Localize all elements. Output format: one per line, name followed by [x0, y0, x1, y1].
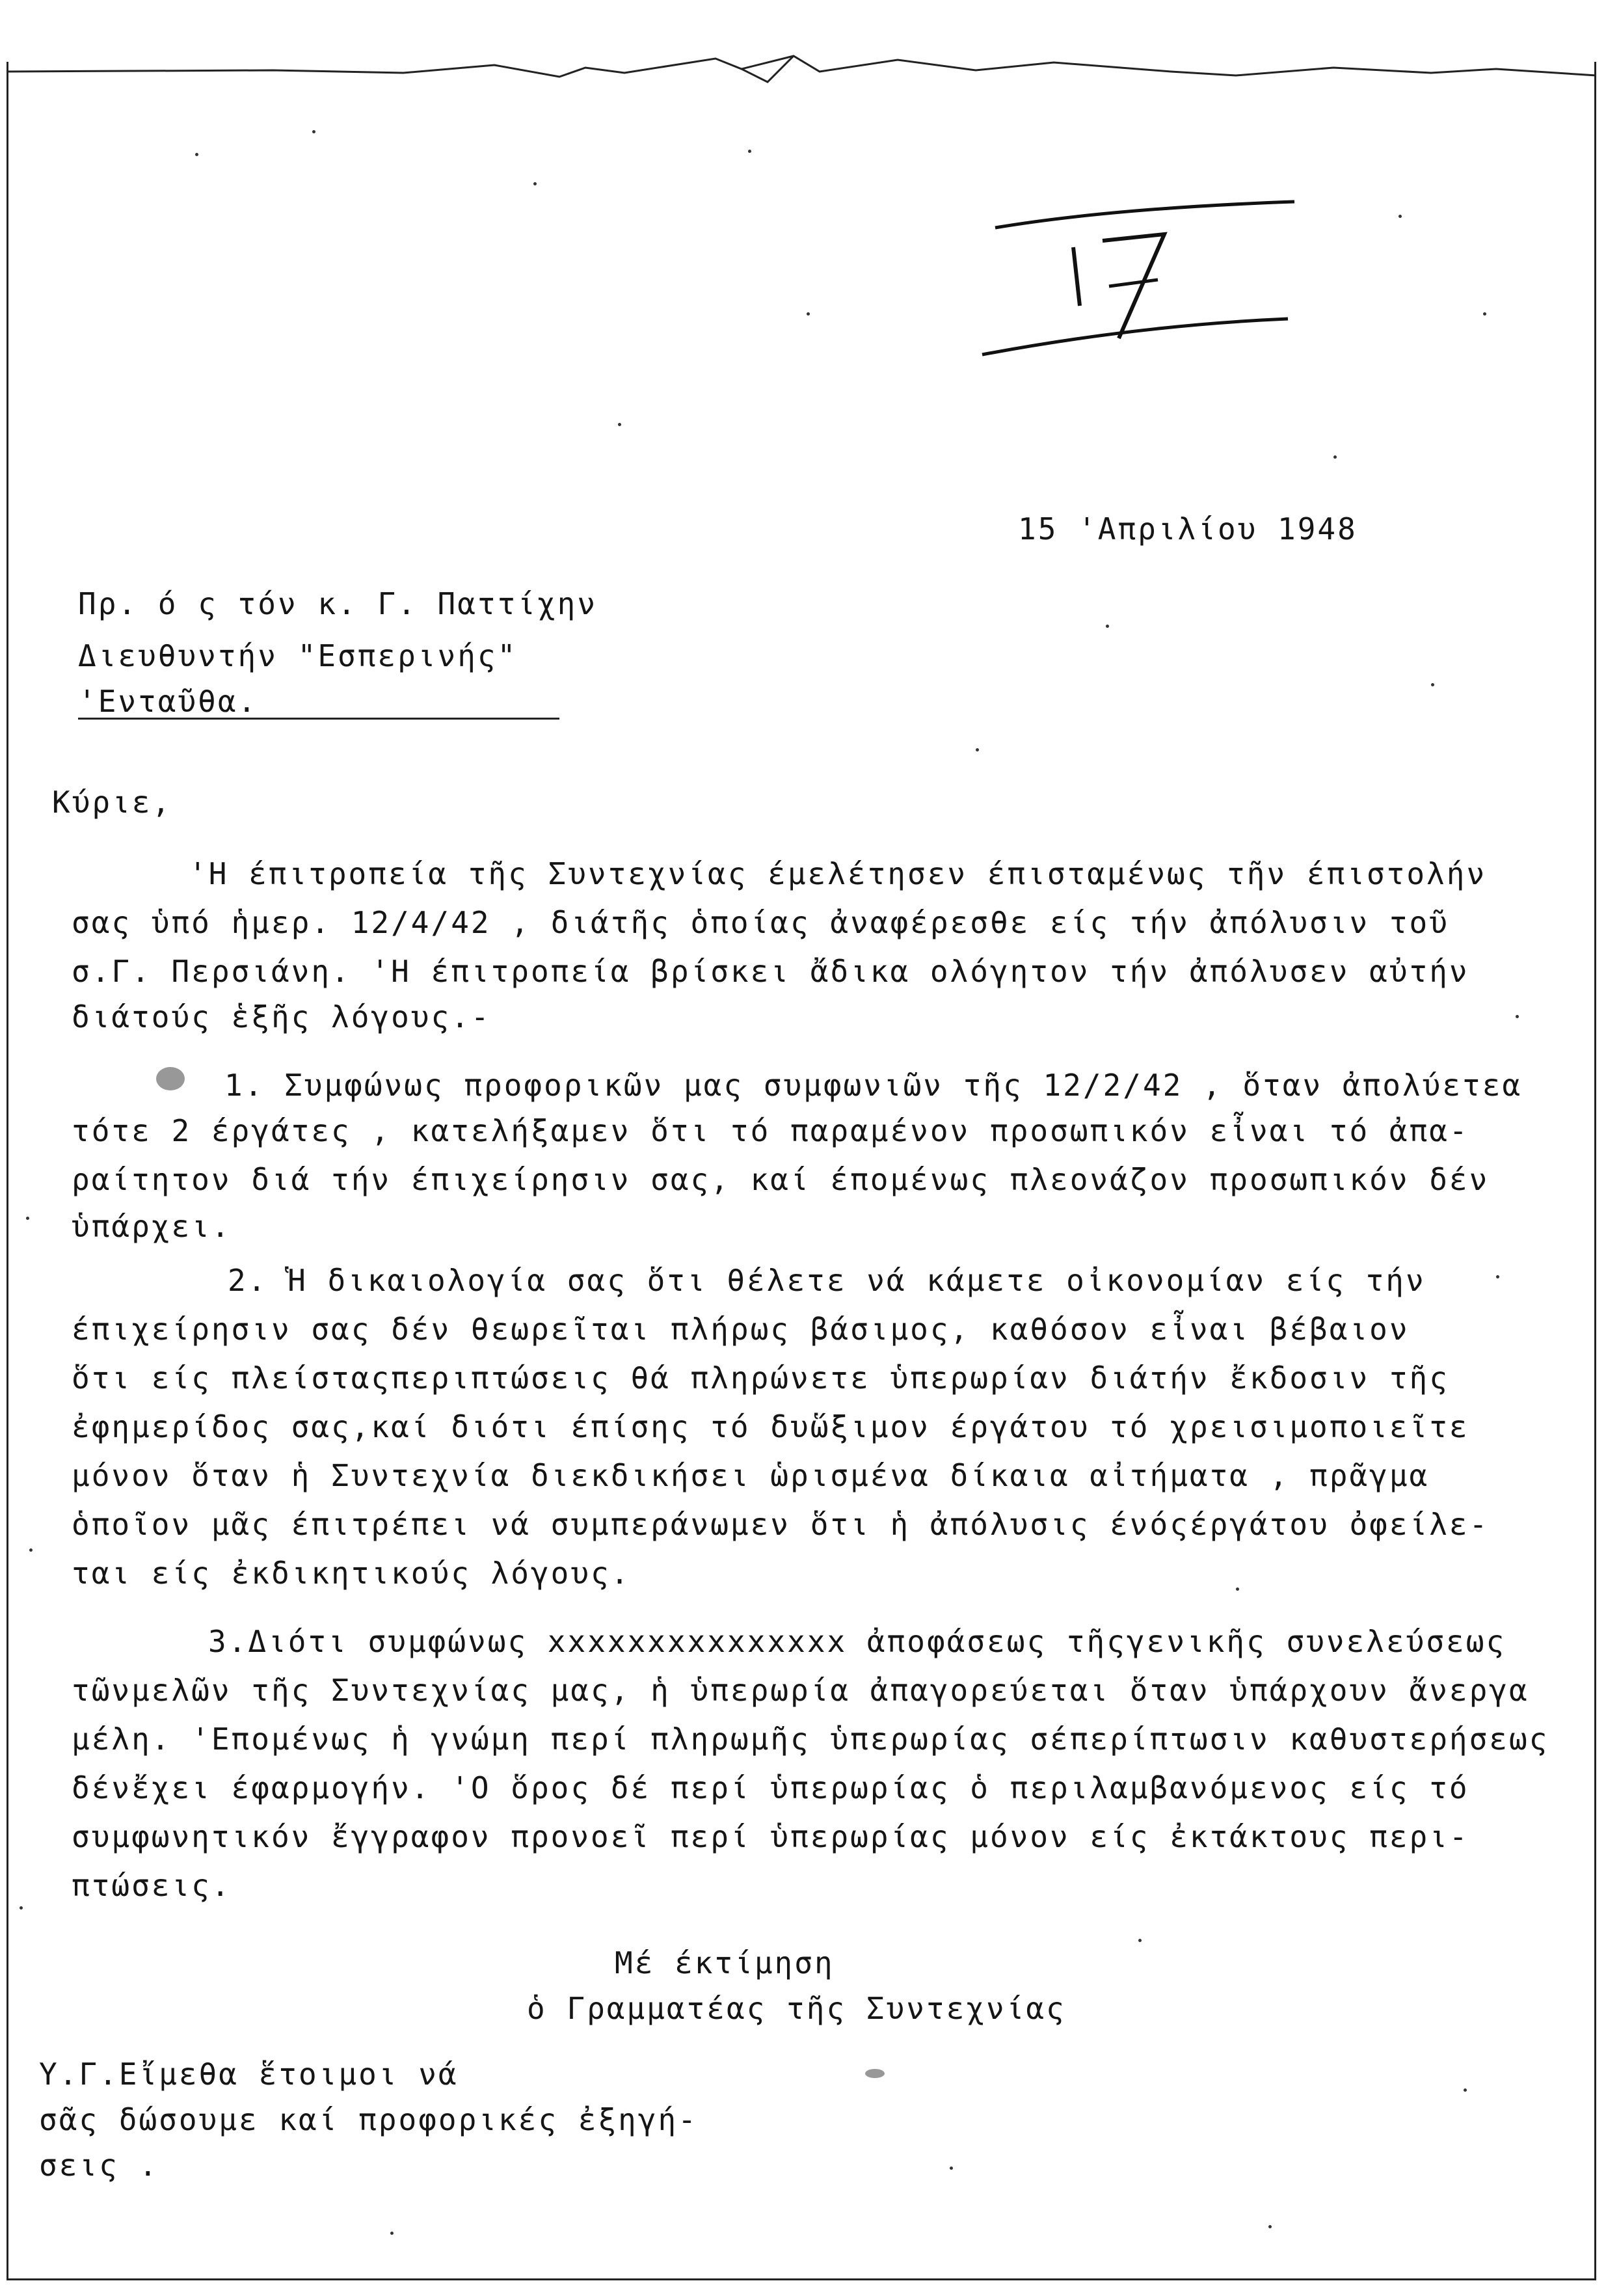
- scan-speck: [950, 2167, 953, 2170]
- scan-speck: [1333, 455, 1337, 459]
- scan-speck: [195, 153, 198, 156]
- body-line: μόνον ὅταν ἡ Συντεχνία διεκδικήσει ὡρισμένα δίκαια αἰτήματα , πρᾶγμα: [72, 1458, 1430, 1493]
- scan-speck: [1138, 1939, 1142, 1942]
- scan-speck: [618, 423, 621, 426]
- body-line: ὑπάρχει.: [72, 1209, 232, 1244]
- body-line: 2. Ἡ δικαιολογία σας ὅτι θέλετε νά κάμετε οἰκονομίαν είς τήν: [228, 1263, 1426, 1298]
- body-line: συμφωνητικόν ἔγγραφον προνοεῖ περί ὑπερωρίας μόνον είς ἐκτάκτους περι-: [72, 1819, 1469, 1854]
- scan-speck: [1496, 1275, 1499, 1278]
- scan-speck: [390, 2232, 394, 2235]
- scan-speck: [1516, 1015, 1519, 1018]
- handwritten-page-number: [969, 189, 1307, 384]
- letter-date: 15 'Απριλίου 1948: [1018, 511, 1358, 547]
- scan-speck: [312, 130, 315, 133]
- body-line: μέλη. 'Επομένως ἡ γνώμη περί πληρωμῆς ὑπερωρίας σέπερίπτωσιν καθυστερήσεως: [72, 1722, 1549, 1757]
- body-line: 1. Συμφώνως προφορικῶν μας συμφωνιῶν τῆς 12/2/42 , ὅταν ἀπολύετεα: [224, 1068, 1523, 1103]
- closing-regards: Μέ έκτίμηση: [615, 1945, 835, 1980]
- scan-speck: [29, 1548, 33, 1552]
- scan-speck: [1399, 215, 1402, 218]
- ink-blot: [865, 2069, 885, 2078]
- postscript-line: σεις .: [39, 2148, 159, 2183]
- scan-speck: [26, 1217, 29, 1220]
- scan-speck: [1106, 625, 1109, 628]
- body-line: τότε 2 έργάτες , κατελήξαμεν ὅτι τό παραμένον προσωπικόν εἶναι τό ἀπα-: [72, 1113, 1469, 1148]
- body-line: 3.Διότι συμφώνως xxxxxxxxxxxxxxx ἀποφάσεως τῆςγενικῆς συνελεύσεως: [208, 1624, 1506, 1659]
- body-line: ὅτι είς πλείσταςπεριπτώσεις θά πληρώνετε ὑπερωρίαν διάτήν ἔκδοσιν τῆς: [72, 1360, 1449, 1396]
- scan-speck: [976, 748, 979, 751]
- scan-speck: [20, 1906, 23, 1910]
- scan-speck: [533, 182, 537, 185]
- body-line: ἐφημερίδος σας,καί διότι έπίσης τό δυὥξιμον έργάτου τό χρεισιμοποιεῖτε: [72, 1409, 1469, 1444]
- scan-speck: [1483, 312, 1486, 316]
- body-line: σας ὑπό ἡμερ. 12/4/42 , διάτῆς ὁποίας ἀναφέρεσθε είς τήν ἀπόλυσιν τοῦ: [72, 905, 1449, 940]
- postscript-line: σᾶς δώσουμε καί προφορικές ἐξηγή-: [39, 2102, 698, 2137]
- scan-speck: [1268, 2225, 1272, 2228]
- body-line: 'Η έπιτροπεία τῆς Συντεχνίας έμελέτησεν έπισταμένως τῆν έπιστολήν: [189, 856, 1487, 891]
- scan-speck: [1236, 1587, 1239, 1591]
- body-line: πτώσεις.: [72, 1868, 232, 1903]
- recipient-line: Πρ. ό ς τόν κ. Γ. Παττίχην: [78, 586, 598, 621]
- salutation: Κύριε,: [52, 785, 172, 820]
- body-line: δένἔχει έφαρμογήν. 'Ο ὅρος δέ περί ὑπερωρίας ὁ περιλαμβανόμενος είς τό: [72, 1770, 1469, 1805]
- closing-signatory: ὁ Γραμματέας τῆς Συντεχνίας: [527, 1991, 1066, 2026]
- body-line: σ.Γ. Περσιάνη. 'Η έπιτροπεία βρίσκει ἄδικα ολόγητον τήν ἀπόλυσεν αὐτήν: [72, 954, 1469, 989]
- scan-speck: [1464, 2088, 1467, 2092]
- address-underline: [78, 718, 559, 720]
- ink-blot: [156, 1067, 185, 1090]
- postscript-line: Υ.Γ.Εἴμεθα ἕτοιμοι νά: [39, 2057, 459, 2092]
- body-line: τῶνμελῶν τῆς Συντεχνίας μας, ἡ ὑπερωρία ἀπαγορεύεται ὅταν ὑπάρχουν ἄνεργα: [72, 1673, 1529, 1708]
- body-line: ται είς ἐκδικητικούς λόγους.: [72, 1556, 631, 1591]
- scan-speck: [1431, 683, 1434, 686]
- body-line: ὁποῖον μᾶς έπιτρέπει νά συμπεράνωμεν ὅτι ἡ ἀπόλυσις ένόςέργάτου ὀφείλε-: [72, 1507, 1490, 1542]
- body-line: έπιχείρησιν σας δέν θεωρεῖται πλήρως βάσιμος, καθόσον εἶναι βέβαιον: [72, 1312, 1410, 1347]
- scan-speck: [807, 312, 810, 316]
- body-line: διάτούς ἑξῆς λόγους.-: [72, 999, 491, 1034]
- scan-speck: [748, 150, 751, 153]
- body-line: ραίτητον διά τήν έπιχείρησιν σας, καί έπομένως πλεονάζον προσωπικόν δέν: [72, 1162, 1490, 1197]
- recipient-title: Διευθυντήν "Εσπερινής": [78, 638, 518, 673]
- recipient-location: 'Ενταῦθα.: [78, 684, 258, 719]
